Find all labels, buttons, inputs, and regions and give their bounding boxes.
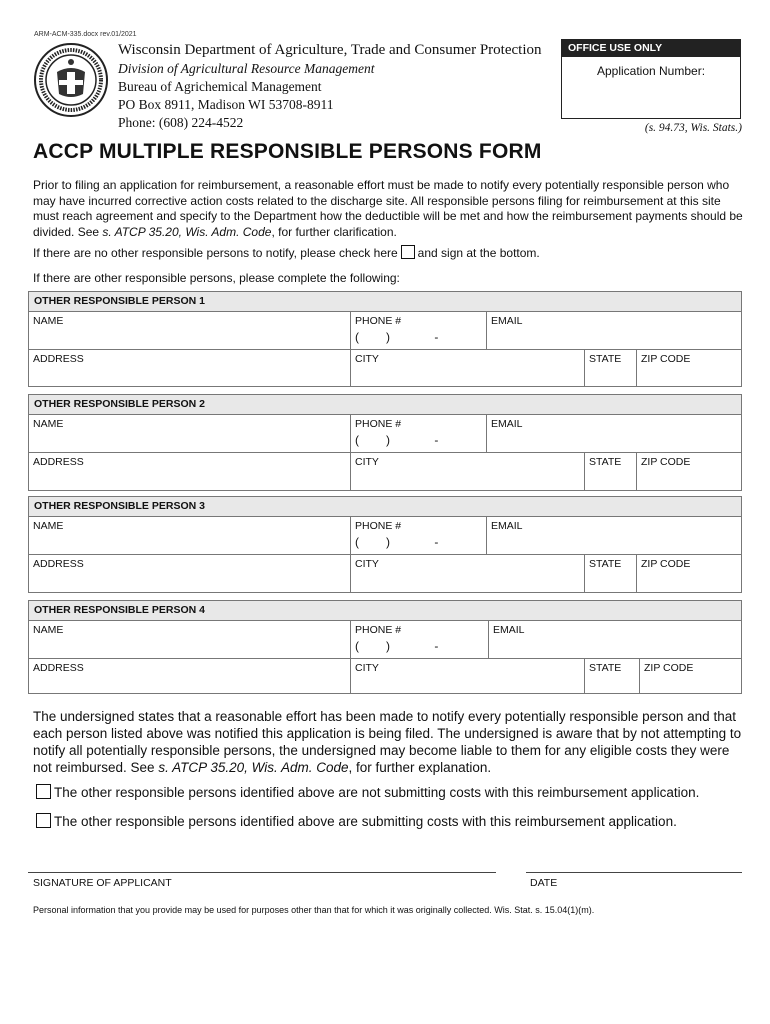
address-field[interactable] — [29, 555, 350, 592]
zip-label: ZIP CODE — [641, 456, 691, 468]
city-label: CITY — [355, 456, 379, 468]
phone-label: PHONE # — [355, 315, 402, 327]
phone-number: Phone: (608) 224-4522 — [118, 115, 244, 130]
phone-label: PHONE # — [355, 418, 402, 430]
option-submitting — [33, 813, 677, 829]
signature-label: SIGNATURE OF APPLICANT — [33, 877, 172, 889]
intro-paragraph — [33, 178, 745, 240]
agency-name: Wisconsin Department of Agriculture, Trade and Consumer Protection — [118, 42, 542, 58]
email-field[interactable] — [486, 312, 741, 349]
zip-field[interactable] — [636, 453, 741, 490]
certification-text: The undersigned states that a reasonable effort has been made to notify every potentially responsible person and that each person listed above was notified this application is being filed. The undersigned is aware that by not attempting to notify all potentially responsible persons, the undersigned may become liable to them for any eligible costs they were not reimbursed. See — [33, 709, 742, 775]
state-field[interactable] — [584, 350, 636, 386]
city-field[interactable] — [350, 350, 584, 386]
address-label: ADDRESS — [33, 662, 84, 674]
no-others-text-end: and sign at the bottom. — [417, 246, 540, 260]
email-label: EMAIL — [491, 418, 523, 430]
no-others-text: If there are no other responsible persons to notify, please check here — [33, 246, 398, 260]
not-submitting-checkbox[interactable] — [36, 784, 51, 799]
address-label: ADDRESS — [33, 558, 84, 570]
phone-label: PHONE # — [355, 520, 402, 532]
phone-format: ( ) - — [355, 639, 440, 653]
option-label: The other responsible persons identified above are submitting costs with this reimbursement application. — [54, 814, 677, 829]
date-label: DATE — [530, 877, 558, 889]
name-label: NAME — [33, 418, 64, 430]
application-number-label: Application Number: — [596, 64, 706, 78]
submitting-checkbox[interactable] — [36, 813, 51, 828]
responsible-person-section-1 — [28, 291, 742, 387]
address-label: ADDRESS — [33, 353, 84, 365]
certification-citation: s. ATCP 35.20, Wis. Adm. Code — [158, 760, 349, 775]
email-label: EMAIL — [491, 315, 523, 327]
name-label: NAME — [33, 624, 64, 636]
zip-label: ZIP CODE — [644, 662, 694, 674]
email-field[interactable] — [486, 517, 741, 554]
state-field[interactable] — [584, 659, 639, 693]
section-heading: OTHER RESPONSIBLE PERSON 1 — [28, 291, 742, 312]
phone-field[interactable] — [350, 621, 488, 658]
section-heading: OTHER RESPONSIBLE PERSON 2 — [28, 394, 742, 415]
no-others-checkbox[interactable] — [401, 245, 415, 259]
zip-field[interactable] — [636, 350, 741, 386]
name-field[interactable] — [29, 621, 350, 658]
name-field[interactable] — [29, 517, 350, 554]
city-label: CITY — [355, 662, 379, 674]
bureau-name: Bureau of Agrichemical Management — [118, 79, 322, 94]
state-label: STATE — [589, 353, 622, 365]
form-title: ACCP MULTIPLE RESPONSIBLE PERSONS FORM — [33, 140, 542, 163]
option-not-submitting — [33, 784, 699, 800]
zip-field[interactable] — [639, 659, 741, 693]
address-field[interactable] — [29, 659, 350, 693]
no-others-line — [33, 245, 540, 260]
address-label: ADDRESS — [33, 456, 84, 468]
responsible-person-section-2 — [28, 394, 742, 491]
zip-field[interactable] — [636, 555, 741, 592]
others-instruction: If there are other responsible persons, please complete the following: — [33, 271, 400, 285]
office-use-label: OFFICE USE ONLY — [562, 40, 740, 57]
city-field[interactable] — [350, 453, 584, 490]
phone-format: ( ) - — [355, 330, 440, 344]
email-label: EMAIL — [493, 624, 525, 636]
certification-paragraph — [33, 708, 748, 776]
address-field[interactable] — [29, 453, 350, 490]
office-use-box — [561, 39, 741, 119]
city-label: CITY — [355, 353, 379, 365]
state-field[interactable] — [584, 555, 636, 592]
city-field[interactable] — [350, 659, 584, 693]
phone-format: ( ) - — [355, 433, 440, 447]
state-label: STATE — [589, 558, 622, 570]
phone-format: ( ) - — [355, 535, 440, 549]
state-label: STATE — [589, 456, 622, 468]
option-label: The other responsible persons identified above are not submitting costs with this reimbursement application. — [54, 785, 700, 800]
email-label: EMAIL — [491, 520, 523, 532]
name-field[interactable] — [29, 312, 350, 349]
address-field[interactable] — [29, 350, 350, 386]
intro-text: Prior to filing an application for reimbursement, a reasonable effort must be made to notify every potentially responsible person who may have incurred corrective action costs related to the discharge site. All responsible persons filing for reimbursement at this site must reach agreement and specify to the Department how the deductible will be met and how the reimbursement payments should be divided. See — [33, 178, 743, 239]
intro-text-end: , for further clarification. — [271, 224, 397, 239]
email-field[interactable] — [488, 621, 741, 658]
phone-label: PHONE # — [355, 624, 402, 636]
city-label: CITY — [355, 558, 379, 570]
privacy-footer: Personal information that you provide may be used for purposes other than that for which it was originally collected. Wis. Stat. s. 15.04(1)(m). — [33, 905, 595, 915]
state-field[interactable] — [584, 453, 636, 490]
responsible-person-section-4 — [28, 600, 742, 694]
phone-field[interactable] — [350, 312, 486, 349]
state-seal-icon — [33, 42, 109, 118]
phone-field[interactable] — [350, 415, 486, 452]
section-heading: OTHER RESPONSIBLE PERSON 3 — [28, 496, 742, 517]
city-field[interactable] — [350, 555, 584, 592]
mailing-address: PO Box 8911, Madison WI 53708-8911 — [118, 97, 334, 112]
state-label: STATE — [589, 662, 622, 674]
phone-field[interactable] — [350, 517, 486, 554]
section-heading: OTHER RESPONSIBLE PERSON 4 — [28, 600, 742, 621]
date-field[interactable] — [526, 872, 742, 873]
certification-text-end: , for further explanation. — [348, 760, 492, 775]
email-field[interactable] — [486, 415, 741, 452]
name-field[interactable] — [29, 415, 350, 452]
name-label: NAME — [33, 315, 64, 327]
signature-field[interactable] — [28, 872, 496, 873]
statute-reference: (s. 94.73, Wis. Stats.) — [644, 122, 742, 134]
intro-citation: s. ATCP 35.20, Wis. Adm. Code — [102, 224, 272, 239]
zip-label: ZIP CODE — [641, 558, 691, 570]
form-id: ARM-ACM-335.docx rev.01/2021 — [34, 31, 137, 38]
responsible-person-section-3 — [28, 496, 742, 593]
name-label: NAME — [33, 520, 64, 532]
zip-label: ZIP CODE — [641, 353, 691, 365]
division-name: Division of Agricultural Resource Management — [118, 61, 375, 76]
